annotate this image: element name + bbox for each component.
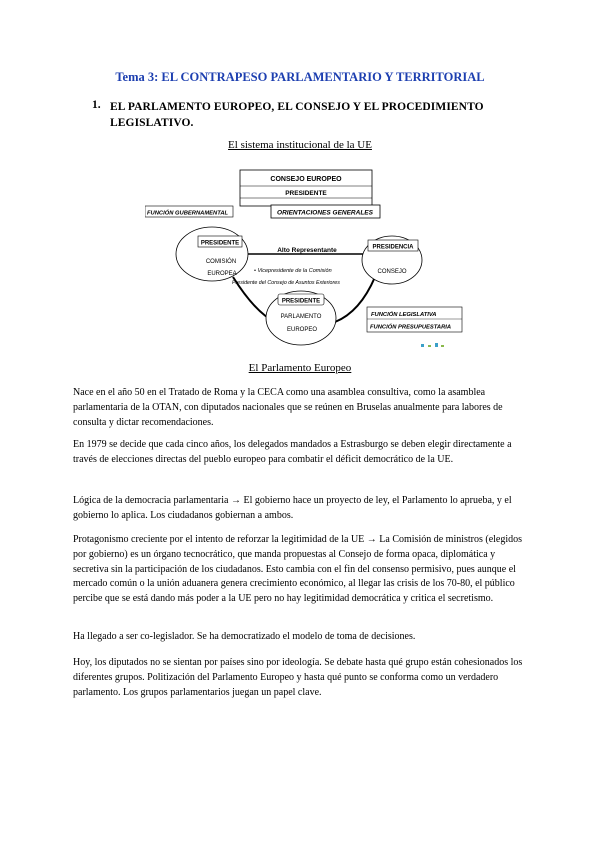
- paragraph-logic: Lógica de la democracia parlamentaria → El gobierno hace un proyecto de ley, el Parlamento lo aprueba, y el gobierno lo aplica. Los ciudadanos gobiernan a ambos.: [73, 495, 512, 521]
- decorative-marks: [421, 343, 444, 347]
- european-council-box: [240, 170, 372, 206]
- orientations-text: ORIENTACIONES GENERALES: [277, 209, 373, 217]
- government-label: FUNCIÓN GUBERNAMENTAL: [147, 210, 229, 217]
- council-name-text: CONSEJO: [377, 269, 407, 275]
- paragraph-protagonism: Protagonismo creciente por el intento de reforzar la legitimidad de la UE → La Comisión de ministros (elegidos por gobierno) es un órgano tecnocrático, que manda propuestas al Consejo de forma opaca, diplomática y secretiva sin la participación de los ciudadanos. Esto cambia con el fin del consenso permisivo, pues aunque el mercado común o la unión aduanera genera crecimiento económico, al llegar las crisis de los 70-80, el público percibe que se está dando más poder a la UE pero no hay legitimidad democrática y critica el secretismo.: [73, 534, 523, 605]
- section-number: 1.: [92, 99, 101, 111]
- paragraph-ideology: Hoy, los diputados no se sientan por países sino por ideología. Se debate hasta qué grupo están cohesionados los diferentes grupos. Politización del Parlamento Europeo y hasta qué punto se conforma como un verdadero parlamento. Los grupos parlamentarios juegan un papel clave.: [73, 657, 523, 698]
- council-presidency-text: PRESIDENCIA: [372, 244, 414, 251]
- legislative-label: FUNCIÓN LEGISLATIVA: [371, 312, 437, 318]
- parliament-name-2: EUROPEO: [286, 327, 318, 333]
- council-president-text: PRESIDENTE: [285, 190, 327, 197]
- parliament-president-text: PRESIDENTE: [281, 298, 321, 305]
- paragraph-1979: En 1979 se decide que cada cinco años, los delegados mandados a Estrasburgo se deben elegir directamente a través de elecciones directas del pueblo europeo para combatir el déficit democrático de la UE.: [73, 439, 512, 465]
- commission-president-text: PRESIDENTE: [200, 240, 240, 247]
- parliament-name-1: PARLAMENTO: [280, 314, 322, 320]
- parliament-caption: El Parlamento Europeo: [248, 362, 352, 374]
- section-heading: EL PARLAMENTO EUROPEO, EL CONSEJO Y EL PROCEDIMIENTO LEGISLATIVO.: [110, 101, 484, 129]
- council-title-text: CONSEJO EUROPEO: [270, 176, 342, 183]
- diagram-caption: El sistema institucional de la UE: [228, 139, 372, 151]
- institutional-diagram: [145, 162, 465, 362]
- budget-label: FUNCIÓN PRESUPUESTARIA: [370, 324, 452, 331]
- vice-president-text: • Vicepresidente de la Comisión: [254, 268, 332, 274]
- council-president-foreign-text: Presidente del Consejo de Asuntos Exteriores: [232, 280, 340, 286]
- paragraph-colegislator: Ha llegado a ser co-legislador. Se ha democratizado el modelo de toma de decisiones.: [73, 631, 416, 642]
- commission-name-1: COMISIÓN: [205, 259, 237, 265]
- paragraph-origin: Nace en el año 50 en el Tratado de Roma y la CECA como una asamblea consultiva, como la asamblea parlamentaria de la OTAN, con diputados nacionales que se reúnen en Bruselas anualmente para labores de consulta y dictar recomendaciones.: [73, 387, 503, 428]
- high-rep-text: Alto Representante: [277, 247, 337, 254]
- commission-name-2: EUROPEA: [207, 271, 237, 277]
- document-title: Tema 3: EL CONTRAPESO PARLAMENTARIO Y TERRITORIAL: [115, 70, 485, 84]
